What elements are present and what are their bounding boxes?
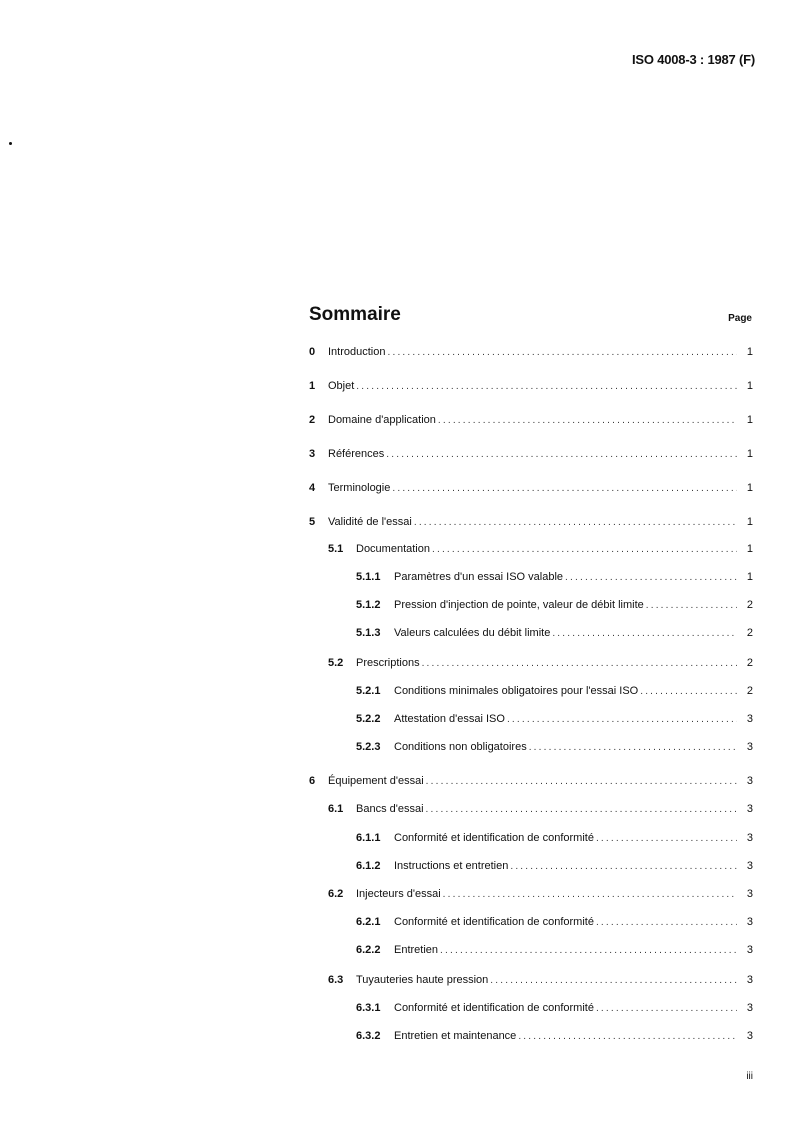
toc-entry bbox=[309, 1000, 753, 1016]
toc-entry bbox=[309, 412, 753, 428]
toc-entry-page: 1 bbox=[746, 346, 753, 358]
toc-dot-leader bbox=[392, 481, 737, 497]
toc-entry-page: 1 bbox=[746, 482, 753, 494]
page-folio: iii bbox=[746, 1071, 753, 1082]
toc-entry-number: 5.2.1 bbox=[356, 685, 381, 697]
toc-entry-number: 6.2.2 bbox=[356, 944, 381, 956]
toc-dot-leader bbox=[440, 943, 737, 959]
toc-entry-label: Conditions non obligatoires bbox=[394, 741, 527, 753]
toc-entry-number: 6.1 bbox=[328, 803, 344, 815]
toc-entry-page: 1 bbox=[746, 448, 753, 460]
toc-entry-number: 5.2 bbox=[328, 657, 344, 669]
toc-entry-number: 5.2.3 bbox=[356, 741, 381, 753]
toc-entry bbox=[309, 597, 753, 613]
toc-entry bbox=[309, 683, 753, 699]
toc-entry bbox=[309, 801, 753, 817]
toc-entry-page: 1 bbox=[746, 543, 753, 555]
page-column-heading: Page bbox=[728, 313, 752, 324]
toc-entry-label: Conditions minimales obligatoires pour l'essai ISO bbox=[394, 685, 639, 697]
toc-entry bbox=[309, 344, 753, 360]
toc-entry-page: 3 bbox=[746, 944, 753, 956]
toc-entry-page: 2 bbox=[746, 657, 753, 669]
toc-entry bbox=[309, 711, 753, 727]
toc-entry-label: Valeurs calculées du débit limite bbox=[394, 627, 551, 639]
toc-dot-leader bbox=[518, 1029, 737, 1045]
toc-dot-leader bbox=[640, 684, 737, 700]
toc-entry-page: 1 bbox=[746, 571, 753, 583]
toc-entry-page: 3 bbox=[746, 741, 753, 753]
toc-entry bbox=[309, 446, 753, 462]
toc-entry-page: 3 bbox=[746, 974, 753, 986]
toc-entry-number: 6.3.1 bbox=[356, 1002, 381, 1014]
toc-entry-label: Attestation d'essai ISO bbox=[394, 713, 505, 725]
toc-entry bbox=[309, 541, 753, 557]
document-reference: ISO 4008-3 : 1987 (F) bbox=[632, 52, 755, 67]
toc-entry-label: Domaine d'application bbox=[328, 414, 436, 426]
toc-entry-number: 6.2.1 bbox=[356, 916, 381, 928]
toc-entry bbox=[309, 739, 753, 755]
toc-title: Sommaire bbox=[309, 304, 401, 325]
toc-entry bbox=[309, 569, 753, 585]
toc-entry-number: 5 bbox=[309, 516, 316, 528]
toc-dot-leader bbox=[432, 542, 737, 558]
toc-entry-page: 3 bbox=[746, 832, 753, 844]
toc-entry-number: 5.1.2 bbox=[356, 599, 381, 611]
toc-dot-leader bbox=[414, 515, 737, 531]
toc-entry-label: Conformité et identification de conformité bbox=[394, 1002, 594, 1014]
toc-entry-page: 3 bbox=[746, 1030, 753, 1042]
toc-dot-leader bbox=[596, 1001, 737, 1017]
toc-dot-leader bbox=[596, 831, 737, 847]
toc-entry bbox=[309, 858, 753, 874]
toc-entry-number: 4 bbox=[309, 482, 316, 494]
toc-dot-leader bbox=[529, 740, 737, 756]
toc-entry bbox=[309, 378, 753, 394]
toc-entry-label: Instructions et entretien bbox=[394, 860, 509, 872]
toc-entry-page: 2 bbox=[746, 685, 753, 697]
toc-entry bbox=[309, 514, 753, 530]
toc-entry-label: Conformité et identification de conformité bbox=[394, 832, 594, 844]
toc-entry-label: Bancs d'essai bbox=[356, 803, 424, 815]
toc-entry-page: 3 bbox=[746, 775, 753, 787]
toc-dot-leader bbox=[356, 379, 737, 395]
toc-entry-label: Introduction bbox=[328, 346, 386, 358]
toc-entry-label: Entretien bbox=[394, 944, 439, 956]
toc-entry bbox=[309, 972, 753, 988]
toc-dot-leader bbox=[646, 598, 737, 614]
toc-entry-page: 3 bbox=[746, 888, 753, 900]
toc-entry-page: 2 bbox=[746, 599, 753, 611]
toc-dot-leader bbox=[507, 712, 737, 728]
toc-entry-number: 5.2.2 bbox=[356, 713, 381, 725]
toc-entry-page: 1 bbox=[746, 414, 753, 426]
toc-dot-leader bbox=[552, 626, 737, 642]
toc-entry-label: Objet bbox=[328, 380, 355, 392]
toc-entry-label: Documentation bbox=[356, 543, 430, 555]
toc-entry bbox=[309, 914, 753, 930]
toc-entry-number: 0 bbox=[309, 346, 316, 358]
toc-entry-page: 3 bbox=[746, 713, 753, 725]
toc-entry-number: 2 bbox=[309, 414, 316, 426]
toc-dot-leader bbox=[426, 802, 737, 818]
toc-dot-leader bbox=[510, 859, 737, 875]
toc-entry-number: 5.1 bbox=[328, 543, 344, 555]
toc-entry-page: 3 bbox=[746, 860, 753, 872]
toc-entry-page: 3 bbox=[746, 1002, 753, 1014]
toc-entry-page: 3 bbox=[746, 916, 753, 928]
toc-entry-number: 6.3.2 bbox=[356, 1030, 381, 1042]
toc-entry-number: 6.1.1 bbox=[356, 832, 381, 844]
toc-entry-number: 5.1.3 bbox=[356, 627, 381, 639]
toc-entry-number: 3 bbox=[309, 448, 316, 460]
toc-entry-number: 5.1.1 bbox=[356, 571, 381, 583]
toc-dot-leader bbox=[386, 447, 737, 463]
toc-entry-number: 6 bbox=[309, 775, 316, 787]
toc-entry-number: 6.2 bbox=[328, 888, 344, 900]
toc-entry-label: Injecteurs d'essai bbox=[356, 888, 441, 900]
toc-entry bbox=[309, 942, 753, 958]
toc-entry-page: 3 bbox=[746, 803, 753, 815]
toc-dot-leader bbox=[490, 973, 737, 989]
toc-entry bbox=[309, 625, 753, 641]
toc-entry-label: Prescriptions bbox=[356, 657, 420, 669]
toc-entry bbox=[309, 830, 753, 846]
toc-dot-leader bbox=[596, 915, 737, 931]
toc-entry bbox=[309, 480, 753, 496]
toc-dot-leader bbox=[443, 887, 737, 903]
toc-entry-number: 6.1.2 bbox=[356, 860, 381, 872]
toc-entry bbox=[309, 1028, 753, 1044]
toc-entry-label: Validité de l'essai bbox=[328, 516, 412, 528]
toc-entry-page: 2 bbox=[746, 627, 753, 639]
toc-entry-label: Références bbox=[328, 448, 385, 460]
toc-entry-label: Paramètres d'un essai ISO valable bbox=[394, 571, 564, 583]
toc-dot-leader bbox=[422, 656, 737, 672]
toc-entry-label: Conformité et identification de conformité bbox=[394, 916, 594, 928]
scan-dot-mark bbox=[9, 142, 12, 145]
toc-entry bbox=[309, 886, 753, 902]
toc-entry-label: Terminologie bbox=[328, 482, 391, 494]
toc-entry-label: Tuyauteries haute pression bbox=[356, 974, 489, 986]
toc-entry-label: Entretien et maintenance bbox=[394, 1030, 517, 1042]
toc-dot-leader bbox=[565, 570, 737, 586]
toc-dot-leader bbox=[438, 413, 737, 429]
toc-entry-number: 6.3 bbox=[328, 974, 344, 986]
toc-entry-label: Équipement d'essai bbox=[328, 775, 424, 787]
toc-dot-leader bbox=[426, 774, 737, 790]
toc-dot-leader bbox=[387, 345, 737, 361]
toc-entry-page: 1 bbox=[746, 380, 753, 392]
toc-entry bbox=[309, 773, 753, 789]
toc-entry-label: Pression d'injection de pointe, valeur de débit limite bbox=[394, 599, 644, 611]
toc-entry-number: 1 bbox=[309, 380, 316, 392]
toc-entry-page: 1 bbox=[746, 516, 753, 528]
toc-entry bbox=[309, 655, 753, 671]
